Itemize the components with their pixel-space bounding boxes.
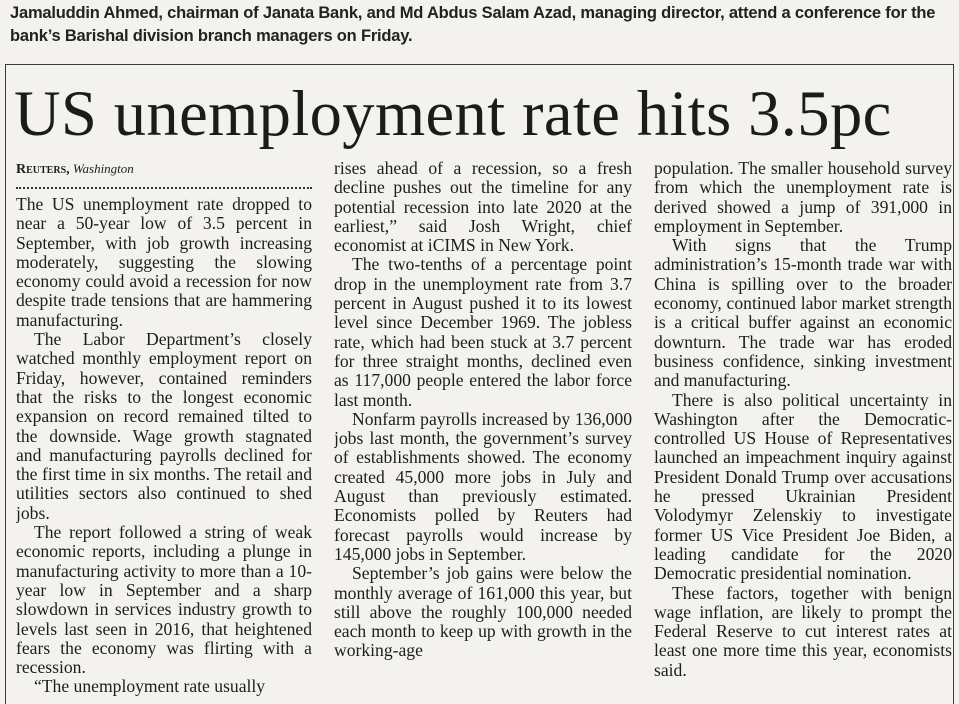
byline: [16, 159, 312, 179]
photo-caption: Jamaluddin Ahmed, chairman of Janata Bank, and Md Abdus Salam Azad, managing director, attend a conference for the bank’s Barishal division branch managers on Friday.: [10, 4, 936, 45]
byline-location: Washington: [72, 161, 134, 176]
paragraph: There is also political uncertainty in Washington after the Democratic-controlled US House of Representatives launched an impeachment inquiry against President Donald Trump over accusations he pressed Ukrainian President Volodymyr Zelenskiy to investigate former US Vice President Joe Biden, a leading candidate for the 2020 Democratic presidential nomination.: [654, 389, 952, 584]
paragraph: The US unemployment rate dropped to near a 50-year low of 3.5 percent in September, with job growth increasing moderately, suggesting the slowing economy could avoid a recession for now despite trade tensions that are hammering manufacturing.: [16, 194, 312, 330]
left-border: [5, 64, 6, 704]
top-divider: [5, 64, 954, 65]
right-border: [953, 64, 954, 704]
article-column-1: [16, 159, 312, 702]
article-column-3: [654, 159, 952, 702]
paragraph: The Labor Department’s closely watched monthly employment report on Friday, however, contained reminders that the risks to the longest economic expansion on record remained tilted to the downside. Wage growth stagnated and manufacturing payrolls declined for the first time in six months. The retail and utilities sectors also continued to shed jobs.: [16, 329, 312, 523]
headline: US unemployment rate hits 3.5pc: [14, 78, 892, 149]
paragraph: rises ahead of a recession, so a fresh decline pushes out the timeline for any potential recession into late 2020 at the earliest,” said Josh Wright, chief economist at iCIMS in New York.: [334, 159, 632, 256]
paragraph: These factors, together with benign wage inflation, are likely to prompt the Federal Reserve to cut interest rates at least one more time this year, economists said.: [654, 582, 952, 680]
paragraph: “The unemployment rate usually: [34, 676, 266, 697]
article-column-2: [334, 159, 632, 702]
paragraph: September’s job gains were below the monthly average of 161,000 this year, but still above the roughly 100,000 needed each month to keep up with growth in the working-age: [334, 563, 632, 661]
byline-dotted-divider: [16, 187, 312, 201]
paragraph: The two-tenths of a percentage point drop in the unemployment rate from 3.7 percent in August pushed it to its lowest level since December 1969. The jobless rate, which had been stuck at 3.7 percent for three straight months, declined even as 117,000 people entered the labor force last month.: [334, 254, 632, 410]
paragraph: Nonfarm payrolls increased by 136,000 jobs last month, the government’s survey of establishments showed. The economy created 45,000 more jobs in July and August than previously estimated. Economists polled by Reuters had forecast payrolls would increase by 145,000 jobs in September.: [334, 408, 632, 564]
paragraph: population. The smaller household survey from which the unemployment rate is derived showed a jump of 391,000 in employment in September.: [654, 159, 952, 236]
paragraph: With signs that the Trump administration’s 15-month trade war with China is spilling over to the broader economy, continued labor market strength is a critical buffer against an economic downturn. The trade war has eroded business confidence, sinking investment and manufacturing.: [654, 235, 952, 391]
byline-agency: Reuters,: [16, 162, 70, 177]
paragraph: The report followed a string of weak economic reports, including a plunge in manufacturing activity to more than a 10-year low in September and a sharp slowdown in services industry growth to levels last seen in 2016, that heightened fears the economy was flirting with a recession.: [16, 522, 312, 678]
